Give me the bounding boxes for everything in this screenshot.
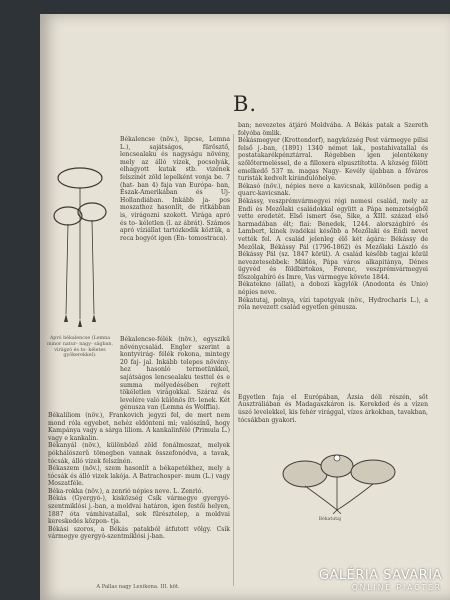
site-watermark <box>319 568 442 592</box>
duckweed-caption: Apró békalencse (Lemna minor natur- nagy- ságban, virágzó és to- kéletes gyökerekkel). <box>46 336 114 359</box>
entry-bekanyal: Békanyál (növ.), különböző zöld fonálmoszat, melyek pókhálószerű tömegben vannak összefonódva, a tavak, tócsák, álló vizek felszínén. <box>48 442 230 465</box>
entry-bekas: Békás (Gyergyó-), kisközség Csík vármegye gyergyó-szentmiklósi j.-ban, a moldvai határon, igen festői helyen, 1887 óta vámhivatallal, sok fűrésztelep, a moldvai kereskedés közpon- tja. <box>48 495 230 526</box>
duckweed-illustration <box>46 164 116 334</box>
right-column <box>238 122 428 424</box>
entry-bekatekno: Békatekno (állat), a dobozi kagylók (Anodonta és Unio) népies neve. <box>238 281 428 297</box>
entry-bekalencse: Békalencse (növ.), lipcse, Lemna L.), sajátságos, fürösztő, lencsealaku és nagyságu növény, mely az álló vizek, pocsolyák, elhagyott kutak stb. vizének felszínét zöld lepelként vonja be. 7 (hat- ban 4) faja van Európa- ban, Észak-Amerikában és Uj-Hollandiában. Inkább ja- pos moszathoz hasonlít, de ritkábban is, virágozni szokott. Virága apró és to- kéletlen (l. az ábrát). Számos apró víziállat tartózkodik köztük, a reca bogyót igen (En- tomostraca). <box>120 136 230 242</box>
entry-bekaszem: Békaszem (növ.), szem hasonlít a békapetékhez, mely a tócsák és álló vizek lakója. A Batrachosper- mum (L.) vagy Moszatféle. <box>48 465 230 488</box>
entry-bekasi-szoros: Békási szoros, a Békás patakból átfutott völgy. Csík vármegye gyergyó-szentmiklósi j-ban. <box>48 525 230 541</box>
entry-continuation: ban; nevezetes átjáró Moldvába. A Békás patak a Szereth folyóba ömlik. <box>238 122 428 137</box>
entry-bekasmegyer: Békásmegyer (Krottendorf), nagyközség Pest vármegye pilisi felső j.-ban, (1891) 1340 német lak., postahivatallal és postatakarékpénztárral. Régebben igen jelentékeny szőlőtermeléssel, de a filloxera elpusztította. A község fölött emelkedő 537 m. magas Nagy- Kevély újabban a főváros turisták kedvelt kirándulóhelye. <box>238 137 428 183</box>
page-footer: A Pallas nagy Lexikona. III. köt. <box>96 584 180 590</box>
entry-bekassy: Békássy, veszprémvármegyei régi nemesi család, mely az Endi és Mezőlaki családokkal együtt a Pápa nemzetségből vette eredetét. Első ismert őse, Sike, a XIII. század első harmadában élt; fiai: Benedek, 1244. alországbíró és Lambert, kinek ivadékai később a Mezőlaki és Endi nevet vették fel. A család jelenleg élő két ágára: Békássy de Mezőlak, Békássy Pál (1796-1862) és Mezőlaki László és Békássy Pál (sz. 1847 körül). A család később tagjai közül nevezetesebbek: Miklós, Pápa város alkapitánya, Dénes ügyvéd és földbirtokos, Ferenc, veszprémvármegyei főszolgabíró és Imre, Vas vármegye követe 1844. <box>238 197 428 281</box>
entry-bekalencse-felek: Békalencse-félék (növ.), egyszikű növénycsalád. Engler szerint a kontyvirág- félék rokona, mintegy 20 faj- jal. Inkább telepes növény- hez hasonló termetünkkel, sajátságos lencsealaku testtel és e summa mélyedésében rejtett tökéletlen virágokkal. Száraz és levelére való különös ítt- lenek. Két génusza van (Lemna és Wolffia). <box>120 336 230 412</box>
book-page <box>40 14 450 600</box>
frogbit-illustration <box>275 444 405 514</box>
watermark-subtitle: ONLINE PIACTÉR <box>351 583 442 592</box>
entry-beka-rokka: Béka-rokka (növ.), a zenrió népies neve. L. Zenrió. <box>48 487 204 495</box>
entry-bekaliliom: Békaliliom (növ.), Frankovich jegyzi fel, de mert nem mond róla egyebet, nehéz eldönteni mi; valószínű, hogy Kampánya vagy a sárga liliom. A kankalinfélé (Primula L.) vagy e kankalin. <box>48 411 230 442</box>
entry-bekatutaj-detail: Egyetlen faja el Európában, Ázsia déli részén, sőt Ausztráliában és Madagaszkáron is. Kerekded és a vízen úszó levelekkel, kis fehér virággal, vízes árkokban, tavakban, tócsákban gyakori. <box>238 393 428 424</box>
entry-bekaso: Békasó (növ.), népies neve a kavicsnak, különösen pedig a quarc-kavicsnak. <box>238 182 428 198</box>
section-letter: B. <box>232 92 258 116</box>
watermark-title: GALÉRIA SAVARIA <box>318 568 442 583</box>
entry-bekatutaj: Békatutaj, polnya, vízi tapotgyak (növ., Hydrocharis L.), a róla nevezett család egyetlen génusza. <box>238 296 428 312</box>
column-divider <box>233 134 234 586</box>
frogbit-caption: Békatutaj <box>318 517 342 522</box>
